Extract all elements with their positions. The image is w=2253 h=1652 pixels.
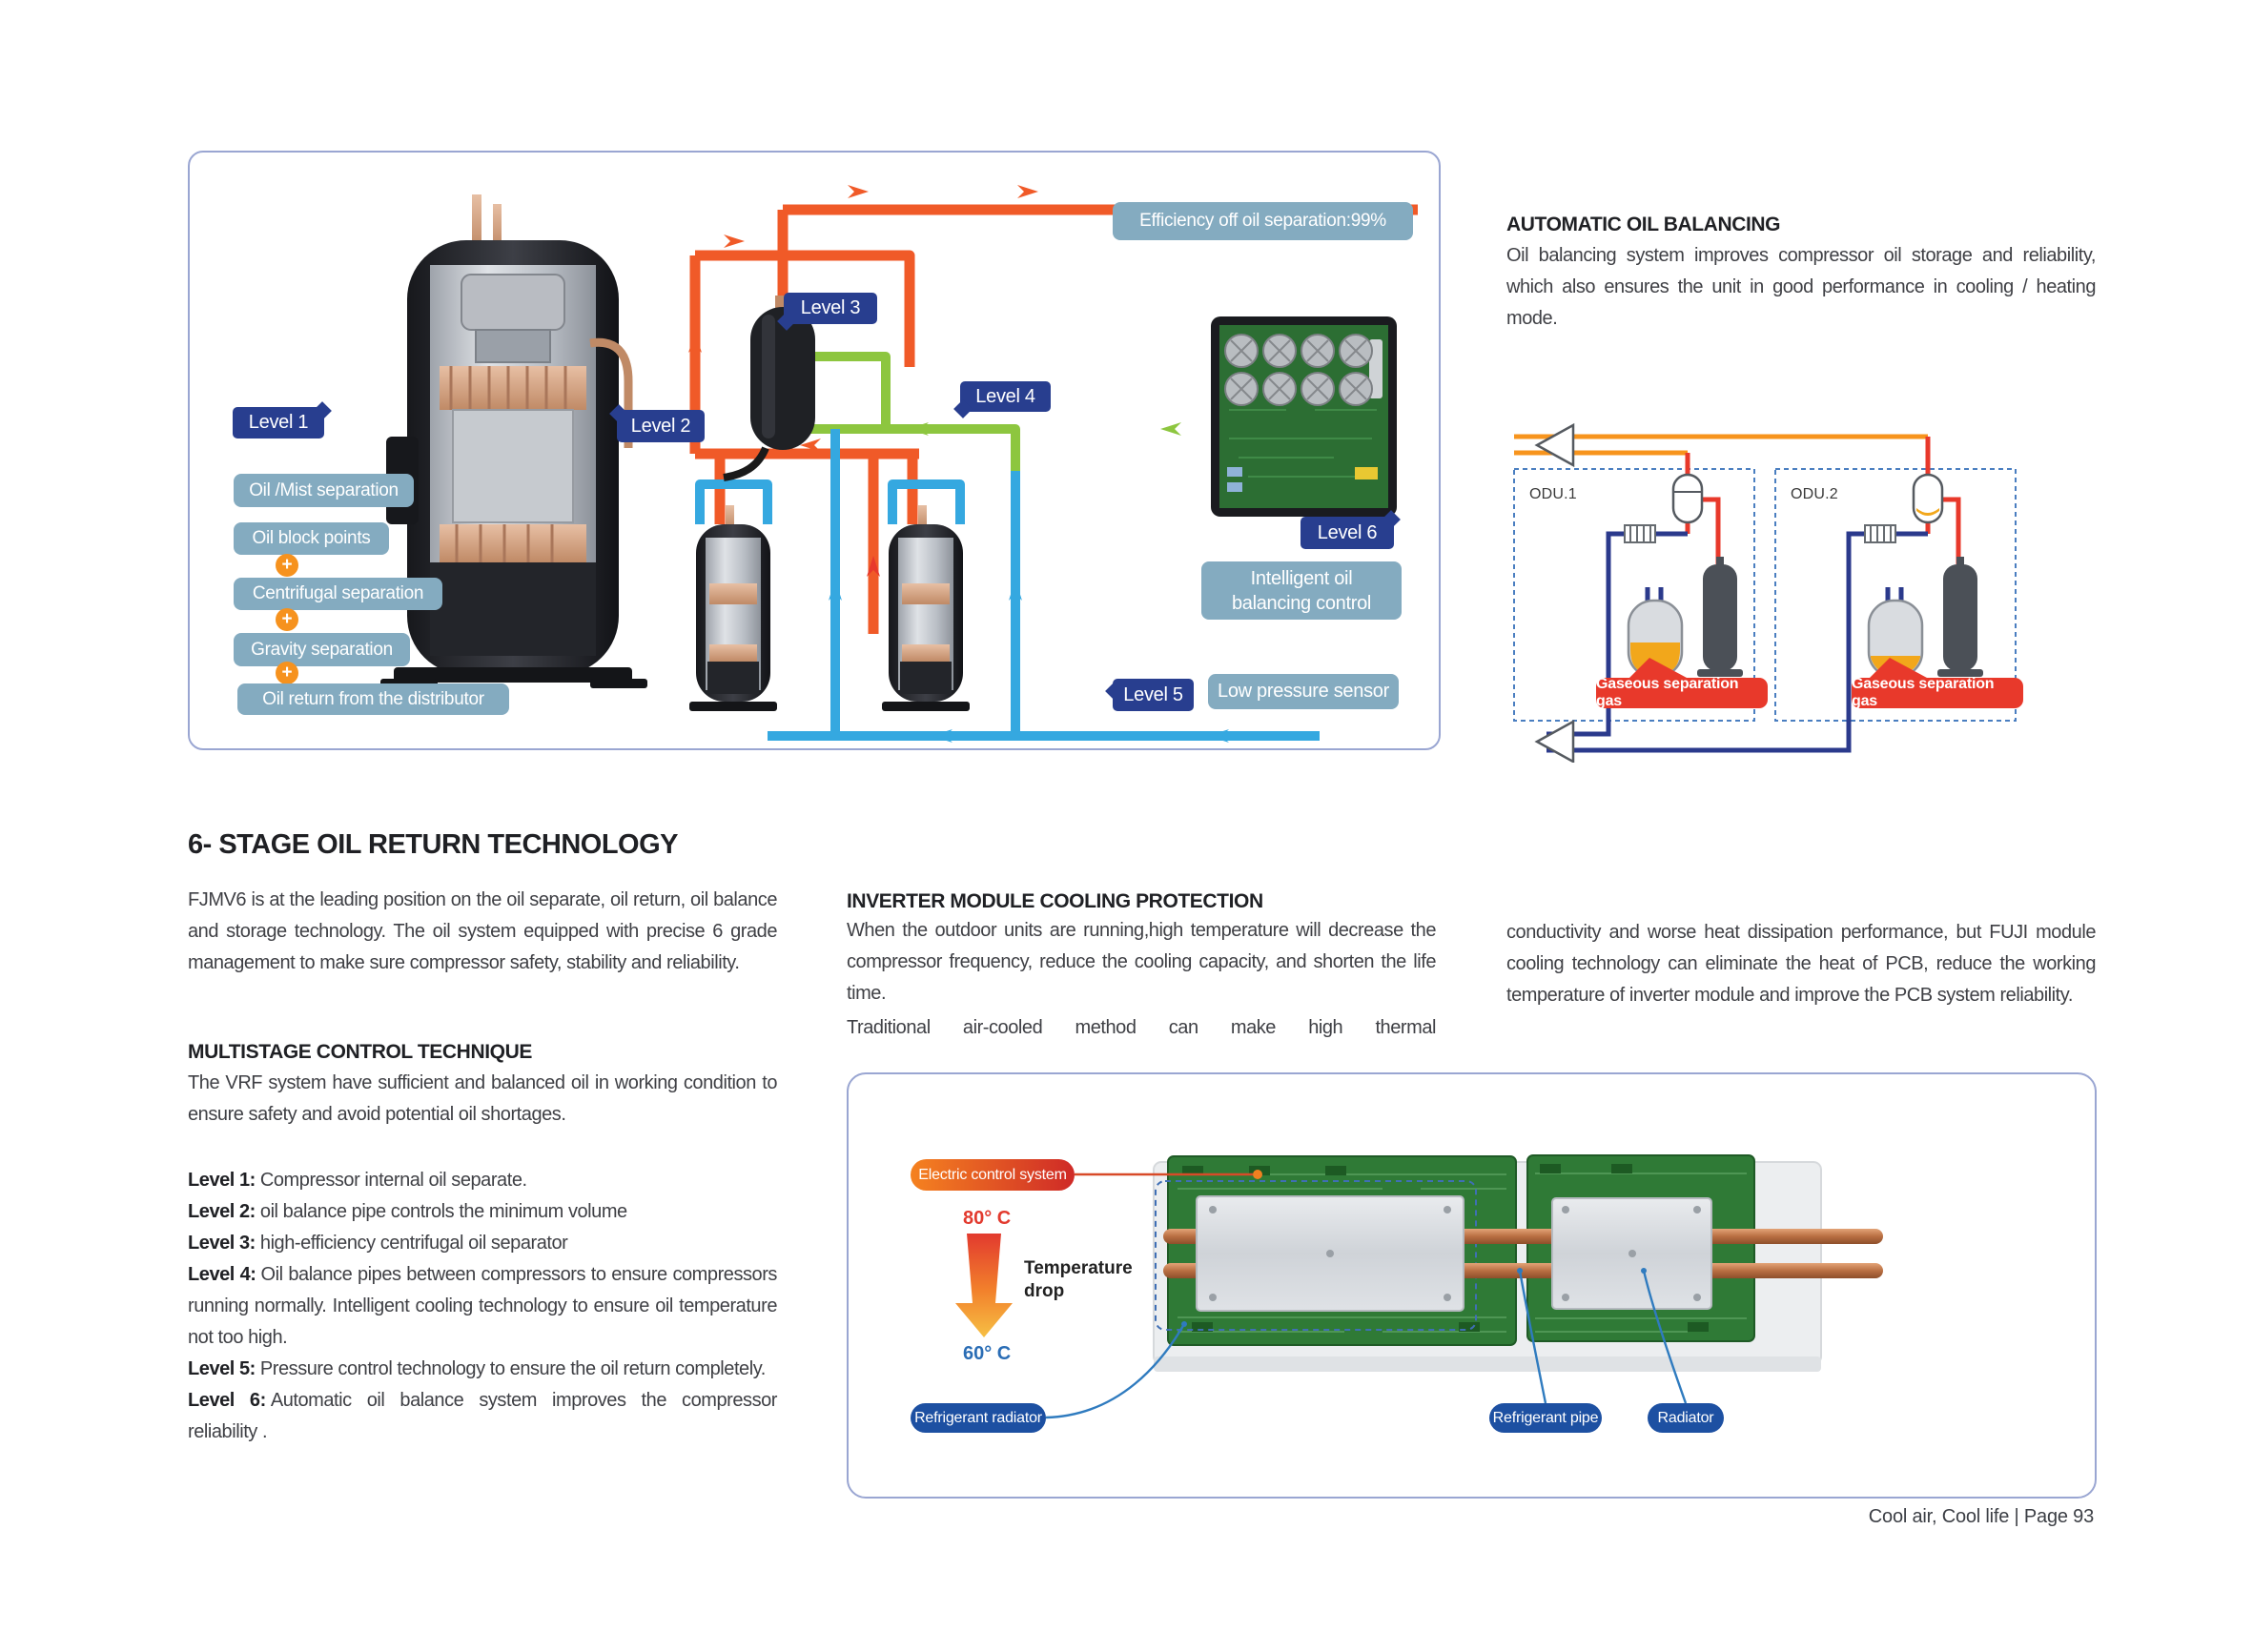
leader-dot	[1517, 1268, 1523, 1274]
radiator-pill: Radiator	[1648, 1403, 1724, 1433]
odu2-label: ODU.2	[1791, 486, 1838, 502]
gas-label-odu2: Gaseous separation gas	[1852, 678, 2023, 708]
intro-paragraph: FJMV6 is at the leading position on the oil separate, oil return, oil balance and storage technology. The oil system equipped with precise 6 grade management to make sure compressor safety, stability and reliability.	[188, 889, 777, 973]
level-item-2: Level 2: oil balance pipe controls the minimum volume	[188, 1201, 627, 1222]
multistage-heading: MULTISTAGE CONTROL TECHNIQUE	[188, 1041, 532, 1063]
level-item-1: Level 1: Compressor internal oil separate.	[188, 1170, 527, 1191]
level-2-label: Level 2	[630, 415, 691, 437]
leader-dot	[1253, 1170, 1262, 1179]
odu-balance-panel	[1497, 419, 2107, 763]
level-3-bubble	[784, 293, 877, 324]
level-5-label: Level 5	[1123, 683, 1183, 705]
plus-icon: +	[276, 662, 298, 684]
low-pressure-sensor-tag: Low pressure sensor	[1208, 674, 1399, 709]
leader-dot	[1641, 1268, 1647, 1274]
inverter-body-3: conductivity and worse heat dissipation performance, but FUJI module cooling technology can eliminate the heat of PCB, reduce the working temperature of inverter module and improve the PCB system reliability.	[1506, 922, 2096, 1006]
level-item-5: Level 5: Pressure control technology to ensure the oil return completely.	[188, 1358, 766, 1379]
levels-list	[188, 1165, 777, 1448]
inverter-body-2: Traditional air-cooled method can make high thermal	[847, 1017, 1436, 1038]
inverter-body-1: When the outdoor units are running,high temperature will decrease the compressor frequency, reduce the cooling capacity, and shorten the life time.	[847, 920, 1436, 1004]
level-2-bubble	[617, 410, 705, 442]
level-item-6: Level 6: Automatic oil balance system improves the compressor reliability .	[188, 1390, 777, 1442]
electric-control-pill: Electric control system	[911, 1159, 1075, 1191]
page-footer: Cool air, Cool life | Page 93	[1868, 1506, 2094, 1527]
main-compressor	[380, 194, 647, 688]
level-3-label: Level 3	[800, 297, 861, 318]
odu1-label: ODU.1	[1529, 486, 1577, 502]
auto-oil-heading: AUTOMATIC OIL BALANCING	[1506, 214, 1781, 235]
stage-tag-oil-return-distributor: Oil return from the distributor	[237, 683, 509, 715]
level-5-bubble	[1113, 679, 1194, 711]
efficiency-banner	[1113, 202, 1413, 240]
temp-drop-label: Temperature drop	[1024, 1258, 1133, 1301]
auto-oil-body: Oil balancing system improves compressor oil storage and reliability, which also ensures the unit in good performance in cooling / heating mode.	[1506, 245, 2096, 329]
inverter-heading: INVERTER MODULE COOLING PROTECTION	[847, 890, 1263, 912]
stage-tag-oil-block-points: Oil block points	[234, 522, 389, 555]
refrigerant-pipe-pill: Refrigerant pipe	[1489, 1403, 1602, 1433]
temp-low-label: 60° C	[963, 1343, 1012, 1364]
module-cooling-panel	[847, 1072, 2097, 1499]
odu-balance-diagram	[1497, 419, 2107, 763]
gas-label-odu1: Gaseous separation gas	[1596, 678, 1768, 708]
refrigerant-radiator-pill: Refrigerant radiator	[911, 1403, 1046, 1433]
multistage-body: The VRF system have sufficient and balanced oil in working condition to ensure safety and avoid potential oil shortages.	[188, 1072, 777, 1125]
leader-dot	[1181, 1321, 1187, 1327]
stage-tag-oil-mist-separation: Oil /Mist separation	[234, 474, 414, 507]
oil-circuit-panel	[188, 151, 1441, 750]
odu-compressors	[1697, 557, 1983, 677]
stage-tag-gravity-separation: Gravity separation	[234, 633, 410, 666]
efficiency-banner-text: Efficiency off oil separation:99%	[1139, 211, 1386, 231]
level-4-bubble	[960, 381, 1051, 412]
level-1-bubble	[233, 407, 324, 438]
level-item-4: Level 4: Oil balance pipes between compressors to ensure compressors running normally. Intelligent cooling technology to ensure oil temperature not too high.	[188, 1264, 777, 1348]
plus-icon: +	[276, 554, 298, 577]
sub-compressor-1	[689, 505, 777, 711]
temp-high-label: 80° C	[963, 1208, 1012, 1229]
radiator-plates	[1197, 1196, 1711, 1311]
level-6-bubble	[1301, 517, 1394, 549]
gas-lines	[1514, 437, 1958, 564]
stage-tag-centrifugal-separation: Centrifugal separation	[234, 578, 442, 610]
level-4-label: Level 4	[975, 385, 1035, 407]
intelligent-oil-balancing-tag: Intelligent oil balancing control	[1201, 561, 1402, 620]
page-title: 6- STAGE OIL RETURN TECHNOLOGY	[188, 829, 679, 860]
temperature-drop-arrow	[955, 1234, 1013, 1337]
level-6-label: Level 6	[1317, 521, 1378, 543]
level-item-3: Level 3: high-efficiency centrifugal oil separator	[188, 1233, 568, 1254]
inverter-pcb-module	[1211, 316, 1397, 517]
level-1-label: Level 1	[248, 412, 309, 433]
direction-arrows	[1537, 425, 1573, 762]
sub-compressor-2	[882, 505, 970, 711]
plus-icon: +	[276, 608, 298, 631]
